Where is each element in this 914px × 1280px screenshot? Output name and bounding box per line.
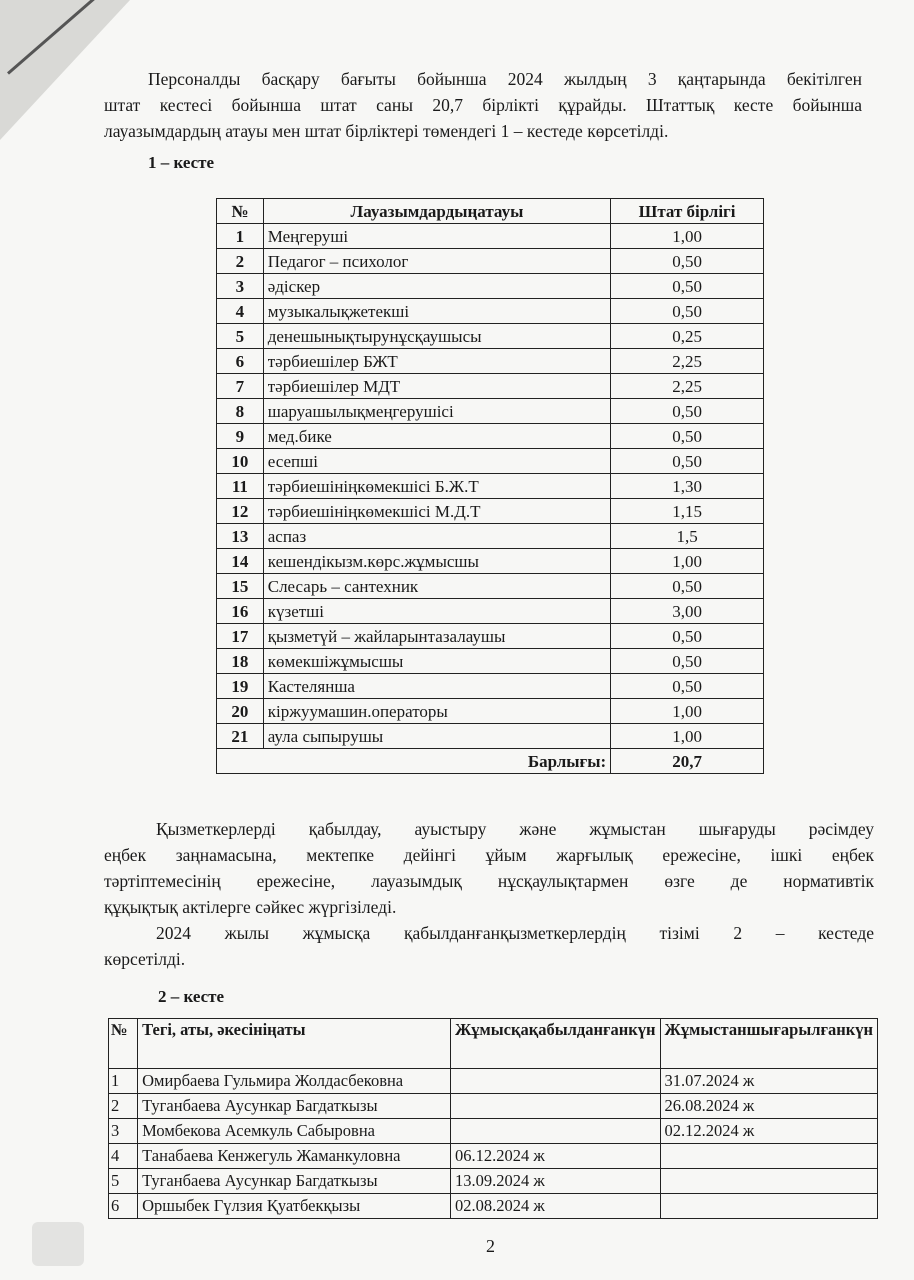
header-dismissal-date: Жұмыстаншығарылғанкүн [660, 1019, 877, 1069]
position-name: тәрбиешілер МДТ [263, 374, 610, 399]
dismissal-date [660, 1144, 877, 1169]
row-number: 3 [217, 274, 264, 299]
thumbnail-overlay [32, 1222, 84, 1266]
position-name: аспаз [263, 524, 610, 549]
staff-units-value: 0,50 [611, 299, 764, 324]
table-row [217, 699, 764, 724]
employee-name: Оршыбек Гүлзия Қуатбекқызы [138, 1194, 451, 1219]
row-number: 15 [217, 574, 264, 599]
row-number: 20 [217, 699, 264, 724]
staff-units-value: 1,5 [611, 524, 764, 549]
row-number: 9 [217, 424, 264, 449]
hire-date: 02.08.2024 ж [450, 1194, 660, 1219]
position-name: есепші [263, 449, 610, 474]
staff-units-value: 0,50 [611, 574, 764, 599]
row-number: 5 [217, 324, 264, 349]
hiring-paragraph [104, 816, 874, 972]
position-name: мед.бике [263, 424, 610, 449]
hire-date: 06.12.2024 ж [450, 1144, 660, 1169]
table-row [217, 474, 764, 499]
table-row [109, 1144, 878, 1169]
table-row [217, 574, 764, 599]
total-blank-cell [217, 749, 264, 774]
table-row [217, 599, 764, 624]
staff-units-value: 0,50 [611, 399, 764, 424]
table-row [109, 1194, 878, 1219]
table-row [217, 349, 764, 374]
table-row [217, 649, 764, 674]
dismissal-date: 26.08.2024 ж [660, 1094, 877, 1119]
row-number: 2 [217, 249, 264, 274]
table-header-row [217, 199, 764, 224]
position-name: көмекшіжұмысшы [263, 649, 610, 674]
row-number: 1 [109, 1069, 138, 1094]
table-row [217, 724, 764, 749]
staff-units-value: 3,00 [611, 599, 764, 624]
table-total-row [217, 749, 764, 774]
row-number: 18 [217, 649, 264, 674]
table-row [217, 274, 764, 299]
employee-name: Туганбаева Аусункар Багдаткызы [138, 1169, 451, 1194]
staff-units-value: 0,50 [611, 274, 764, 299]
paragraph-line: Қызметкерлерді қабылдау, ауыстыру және жұмыстан шығаруды рәсімдеу [156, 819, 874, 839]
header-full-name: Тегі, аты, әкесініңаты [138, 1019, 451, 1069]
header-hire-date: Жұмысқақабылданғанкүн [450, 1019, 660, 1069]
dismissal-date [660, 1169, 877, 1194]
staff-units-body [217, 224, 764, 749]
table-row [217, 674, 764, 699]
staff-units-value: 0,50 [611, 449, 764, 474]
position-name: шаруашылықмеңгерушісі [263, 399, 610, 424]
row-number: 11 [217, 474, 264, 499]
paragraph-line: Персоналды басқару бағыты бойынша 2024 жылдың 3 қаңтарында бекітілген [148, 69, 862, 89]
employee-name: Момбекова Асемкуль Сабыровна [138, 1119, 451, 1144]
dismissal-date: 31.07.2024 ж [660, 1069, 877, 1094]
page-number: 2 [486, 1236, 495, 1256]
staff-units-value: 0,50 [611, 424, 764, 449]
row-number: 13 [217, 524, 264, 549]
row-number: 1 [217, 224, 264, 249]
total-label: Барлығы: [263, 749, 610, 774]
intro-paragraph [104, 66, 862, 144]
table-row [217, 399, 764, 424]
staff-units-value: 1,30 [611, 474, 764, 499]
dismissal-date: 02.12.2024 ж [660, 1119, 877, 1144]
table-row [109, 1094, 878, 1119]
table-header-row [109, 1019, 878, 1069]
position-name: әдіскер [263, 274, 610, 299]
table-row [109, 1119, 878, 1144]
hire-date [450, 1119, 660, 1144]
row-number: 16 [217, 599, 264, 624]
staff-units-value: 0,50 [611, 249, 764, 274]
position-name: тәрбиешініңкөмекшісі Б.Ж.Т [263, 474, 610, 499]
table-row [109, 1069, 878, 1094]
row-number: 5 [109, 1169, 138, 1194]
paragraph-line: құқықтық актілерге сәйкес жүргізіледі. [104, 897, 397, 917]
table1-caption: 1 – кесте [148, 153, 215, 172]
paragraph-line: тәртіптемесінің ережесіне, лауазымдық нұсқаулықтармен өзге де нормативтік [104, 871, 874, 891]
position-name: денешынықтырунұсқаушысы [263, 324, 610, 349]
employee-name: Танабаева Кенжегуль Жаманкуловна [138, 1144, 451, 1169]
position-name: күзетші [263, 599, 610, 624]
position-name: кіржуумашин.операторы [263, 699, 610, 724]
paragraph-line: 2024 жылы жұмысқа қабылданғанқызметкерлердің тізімі 2 – кестеде [156, 923, 874, 943]
row-number: 6 [217, 349, 264, 374]
row-number: 17 [217, 624, 264, 649]
table-row [217, 374, 764, 399]
row-number: 8 [217, 399, 264, 424]
row-number: 4 [109, 1144, 138, 1169]
table2-caption: 2 – кесте [158, 987, 225, 1006]
hire-date [450, 1094, 660, 1119]
paragraph-line: еңбек заңнамасына, мектепке дейінгі ұйым жарғылық ережесіне, ішкі еңбек [104, 845, 874, 865]
position-name: тәрбиешілер БЖТ [263, 349, 610, 374]
hire-date [450, 1069, 660, 1094]
position-name: Слесарь – сантехник [263, 574, 610, 599]
row-number: 14 [217, 549, 264, 574]
staff-units-value: 2,25 [611, 374, 764, 399]
table-row [217, 524, 764, 549]
row-number: 12 [217, 499, 264, 524]
position-name: қызметүй – жайларынтазалаушы [263, 624, 610, 649]
row-number: 4 [217, 299, 264, 324]
table-row [217, 299, 764, 324]
position-name: аула сыпырушы [263, 724, 610, 749]
staff-units-value: 2,25 [611, 349, 764, 374]
staff-units-value: 1,15 [611, 499, 764, 524]
table-row [217, 324, 764, 349]
staff-units-value: 0,25 [611, 324, 764, 349]
row-number: 3 [109, 1119, 138, 1144]
table-row [217, 424, 764, 449]
position-name: музыкалықжетекші [263, 299, 610, 324]
employees-body [109, 1069, 878, 1219]
staff-units-value: 1,00 [611, 699, 764, 724]
position-name: Кастелянша [263, 674, 610, 699]
header-number: № [109, 1019, 138, 1069]
employee-name: Туганбаева Аусункар Багдаткызы [138, 1094, 451, 1119]
table-row [217, 249, 764, 274]
row-number: 10 [217, 449, 264, 474]
staff-units-value: 0,50 [611, 624, 764, 649]
table-row [109, 1169, 878, 1194]
table-row [217, 624, 764, 649]
staff-units-table [216, 198, 764, 774]
row-number: 7 [217, 374, 264, 399]
position-name: Меңгеруші [263, 224, 610, 249]
row-number: 21 [217, 724, 264, 749]
table-row [217, 499, 764, 524]
position-name: кешендікызм.көрс.жұмысшы [263, 549, 610, 574]
header-number: № [217, 199, 264, 224]
staff-units-value: 0,50 [611, 674, 764, 699]
row-number: 6 [109, 1194, 138, 1219]
header-staff-units: Штат бірлігі [611, 199, 764, 224]
row-number: 2 [109, 1094, 138, 1119]
employee-name: Омирбаева Гульмира Жолдасбековна [138, 1069, 451, 1094]
paragraph-line: лауазымдардың атауы мен штат бірліктері төмендегі 1 – кестеде көрсетілді. [104, 121, 669, 141]
dismissal-date [660, 1194, 877, 1219]
table-row [217, 549, 764, 574]
staff-units-value: 1,00 [611, 549, 764, 574]
header-position: Лауазымдардыңатауы [263, 199, 610, 224]
hire-date: 13.09.2024 ж [450, 1169, 660, 1194]
table-row [217, 224, 764, 249]
paragraph-line: штат кестесі бойынша штат саны 20,7 бірлікті құрайды. Штаттық кесте бойынша [104, 95, 862, 115]
staff-units-value: 1,00 [611, 224, 764, 249]
staff-units-value: 1,00 [611, 724, 764, 749]
table-row [217, 449, 764, 474]
paragraph-line: көрсетілді. [104, 949, 186, 969]
total-value: 20,7 [611, 749, 764, 774]
staff-units-value: 0,50 [611, 649, 764, 674]
employees-table [108, 1018, 878, 1219]
position-name: Педагог – психолог [263, 249, 610, 274]
position-name: тәрбиешініңкөмекшісі М.Д.Т [263, 499, 610, 524]
row-number: 19 [217, 674, 264, 699]
